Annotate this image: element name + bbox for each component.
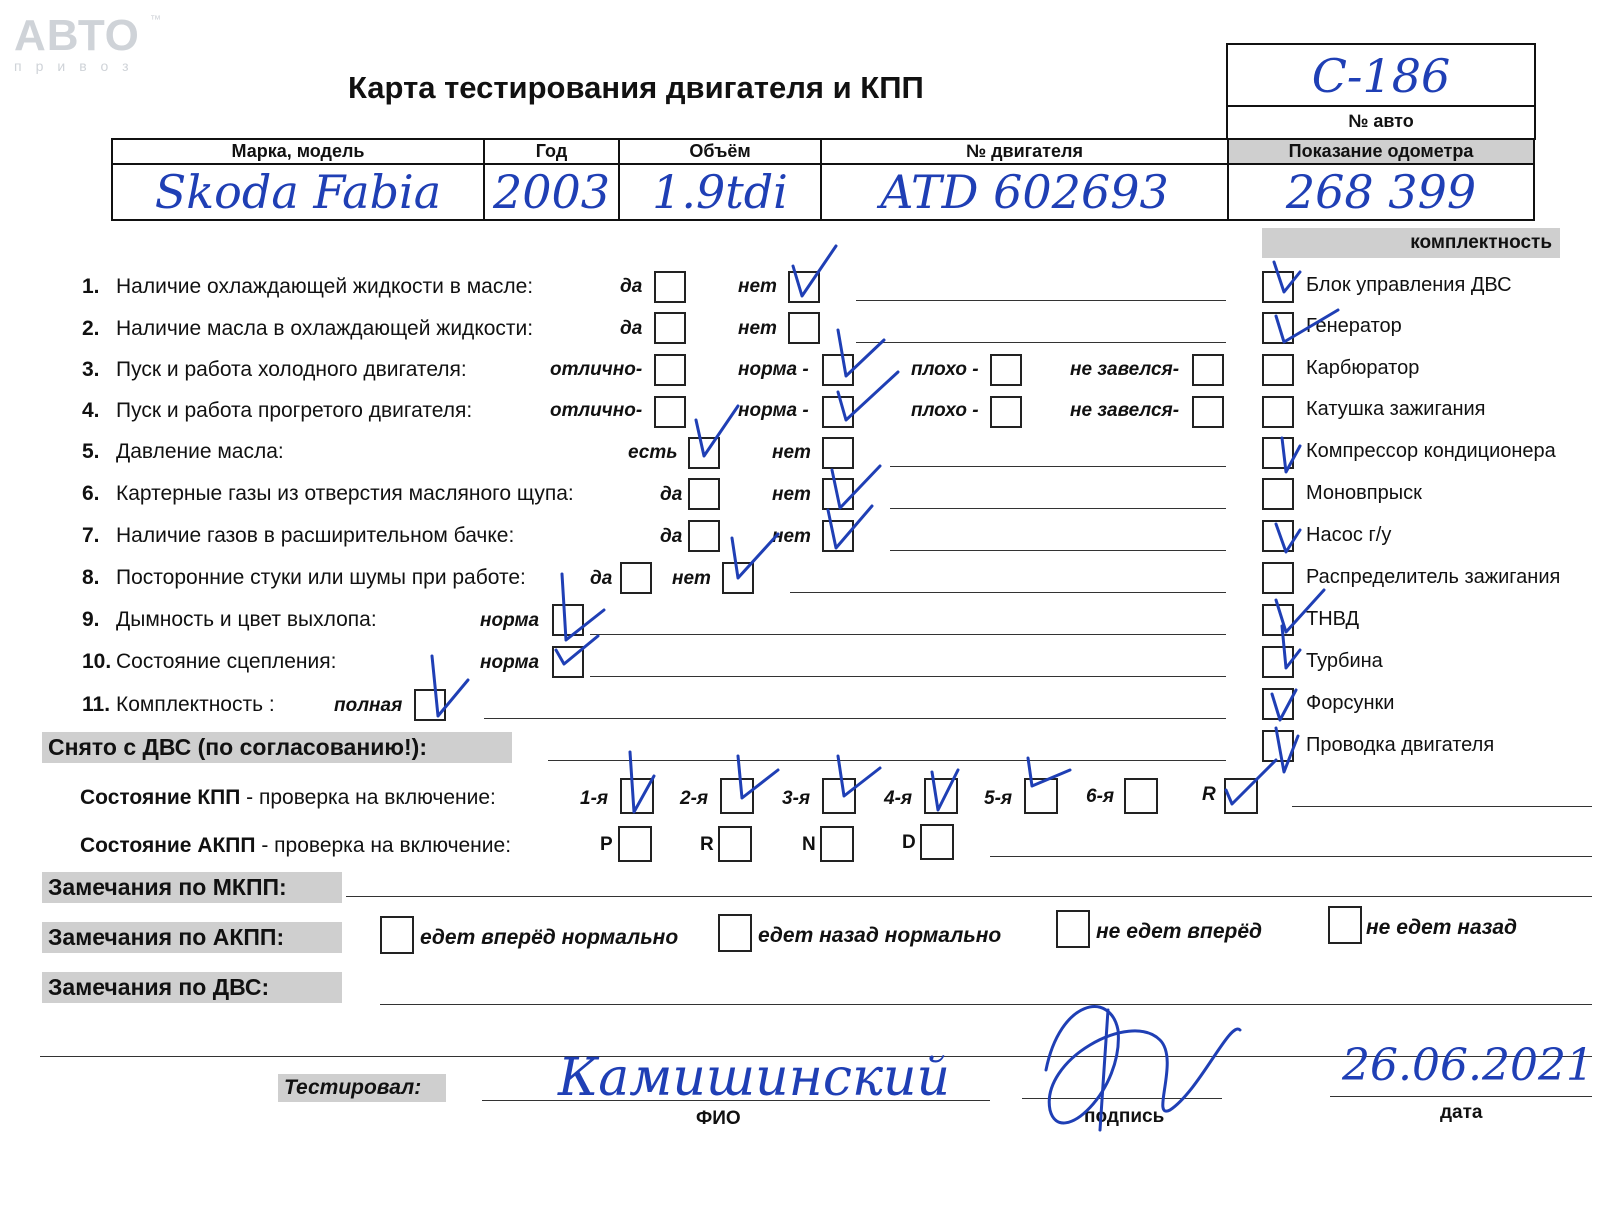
check-mark-icon — [838, 330, 884, 376]
kpp-label-rest: - проверка на включение: — [240, 786, 496, 809]
check-10-number: 10. — [82, 650, 112, 673]
compl-label-12: Проводка двигателя — [1306, 734, 1495, 756]
check-2-opt-yes: да — [620, 318, 643, 339]
check-mark-icon — [828, 506, 872, 548]
kpp-gear-1-label: 1-я — [580, 788, 609, 809]
compl-label-5: Компрессор кондиционера — [1306, 440, 1556, 462]
check-11-label: Комплектность : — [116, 693, 275, 716]
check-8-opt-no: нет — [672, 568, 711, 589]
remarks-dvs-label: Замечания по ДВС: — [42, 972, 342, 1003]
check-mark-icon — [556, 636, 598, 664]
check-mark-icon — [1274, 262, 1300, 292]
check-mark-icon — [932, 770, 958, 810]
akpp-mode-d-label: D — [902, 832, 916, 853]
signature-icon — [1046, 1007, 1240, 1123]
compl-label-4: Катушка зажигания — [1306, 398, 1486, 420]
check-7-opt-no: нет — [772, 526, 811, 547]
header-value-volume: 1.9tdi — [619, 164, 821, 220]
header-value-odometer: 268 399 — [1228, 164, 1534, 220]
check-9-number: 9. — [82, 608, 100, 631]
check-9-label: Дымность и цвет выхлопа: — [116, 608, 377, 631]
header-label-volume: Объём — [619, 139, 821, 164]
check-1-label: Наличие охлаждающей жидкости в масле: — [116, 275, 534, 298]
logo-tm: ™ — [150, 14, 161, 26]
check-2-number: 2. — [82, 317, 100, 340]
check-mark-icon — [832, 466, 880, 508]
check-9-opt-normal: норма — [480, 610, 540, 631]
header-label-odometer: Показание одометра — [1228, 139, 1534, 164]
kpp-gear-3-label: 3-я — [782, 788, 811, 809]
check-8-number: 8. — [82, 566, 100, 589]
check-mark-icon — [738, 756, 778, 798]
check-6-label: Картерные газы из отверстия масляного щупа: — [116, 482, 574, 505]
page-title: Карта тестирования двигателя и КПП — [348, 70, 924, 105]
check-2-opt-no: нет — [738, 318, 777, 339]
kpp-gear-2-label: 2-я — [680, 788, 709, 809]
completeness-title: комплектность — [1262, 228, 1560, 258]
check-mark-icon — [1028, 758, 1070, 786]
kpp-gear-r-label: R — [1202, 784, 1216, 805]
name-caption: ФИО — [696, 1108, 741, 1129]
auto-number-caption: № авто — [1348, 111, 1414, 131]
signature-icon — [1100, 1010, 1108, 1130]
compl-label-10: Турбина — [1306, 650, 1383, 672]
header-label-engine-number: № двигателя — [821, 139, 1228, 164]
akpp-label-bold: Состояние АКПП — [80, 834, 256, 857]
compl-label-7: Насос г/у — [1306, 524, 1392, 546]
check-11-opt-full: полная — [334, 695, 403, 716]
check-4-opt-normal: норма - — [738, 400, 809, 421]
tester-name: Камишинский — [558, 1048, 951, 1108]
check-mark-icon — [1226, 760, 1276, 804]
logo-sub: привоз — [14, 58, 143, 74]
akpp-forward-ok-label: едет вперёд нормально — [420, 926, 679, 949]
check-mark-icon — [793, 246, 836, 296]
compl-label-11: Форсунки — [1306, 692, 1395, 714]
check-5-opt-yes: есть — [628, 442, 678, 463]
akpp-mode-p-label: P — [600, 834, 613, 855]
check-mark-icon — [1282, 438, 1300, 472]
check-7-opt-yes: да — [660, 526, 683, 547]
check-mark-icon — [432, 656, 468, 716]
check-7-number: 7. — [82, 524, 100, 547]
compl-label-1: Блок управления ДВС — [1306, 274, 1512, 296]
compl-label-2: Генератор — [1306, 315, 1402, 337]
akpp-no-back-label: не едет назад — [1366, 916, 1518, 939]
remarks-mkpp-label: Замечания по МКПП: — [42, 872, 342, 903]
kpp-gear-6-label: 6-я — [1086, 786, 1115, 807]
check-mark-icon — [838, 756, 880, 796]
check-mark-icon — [1276, 310, 1338, 342]
kpp-label-bold: Состояние КПП — [80, 786, 241, 809]
check-10-label: Состояние сцепления: — [116, 650, 337, 673]
compl-label-3: Карбюратор — [1306, 357, 1420, 379]
header-value-engine-number: ATD 602693 — [821, 164, 1228, 220]
check-3-opt-bad: плохо - — [911, 359, 979, 380]
header-label-model: Марка, модель — [112, 139, 484, 164]
check-6-opt-yes: да — [660, 484, 683, 505]
compl-label-9: ТНВД — [1306, 608, 1360, 630]
check-10-opt-normal: норма — [480, 652, 540, 673]
check-5-label: Давление масла: — [116, 440, 284, 463]
check-mark-icon — [1272, 690, 1296, 720]
check-4-label: Пуск и работа прогретого двигателя: — [116, 399, 473, 422]
check-mark-icon — [1276, 728, 1298, 772]
check-1-number: 1. — [82, 275, 100, 298]
check-4-opt-not-started: не завелся- — [1070, 400, 1180, 421]
check-4-opt-excellent: отлично- — [550, 400, 643, 421]
check-6-number: 6. — [82, 482, 100, 505]
check-4-opt-bad: плохо - — [911, 400, 979, 421]
check-mark-icon — [630, 752, 654, 812]
check-6-opt-no: нет — [772, 484, 811, 505]
test-date: 26.06.2021 — [1342, 1040, 1594, 1091]
check-mark-icon — [562, 574, 604, 640]
kpp-gear-4-label: 4-я — [884, 788, 913, 809]
date-caption: дата — [1440, 1102, 1483, 1123]
compl-label-8: Распределитель зажигания — [1306, 566, 1561, 588]
header-value-model: Skoda Fabia — [112, 164, 484, 220]
akpp-mode-n-label: N — [802, 834, 816, 855]
tested-by-label: Тестировал: — [278, 1074, 446, 1102]
auto-number-value: С-186 — [1311, 49, 1451, 103]
check-mark-icon — [696, 406, 738, 456]
check-7-label: Наличие газов в расширительном бачке: — [116, 524, 515, 547]
akpp-back-ok-label: едет назад нормально — [758, 924, 1002, 947]
akpp-no-forward-label: не едет вперёд — [1096, 920, 1262, 943]
check-5-opt-no: нет — [772, 442, 811, 463]
check-mark-icon — [1276, 524, 1300, 552]
akpp-label-rest: - проверка на включение: — [255, 834, 512, 857]
signature-caption: подпись — [1084, 1106, 1165, 1127]
check-11-number: 11. — [82, 693, 111, 716]
check-8-label: Посторонние стуки или шумы при работе: — [116, 566, 526, 589]
check-3-opt-normal: норма - — [738, 359, 809, 380]
check-1-opt-yes: да — [620, 276, 643, 297]
check-8-opt-yes: да — [590, 568, 613, 589]
check-mark-icon — [732, 534, 778, 578]
check-3-opt-excellent: отлично- — [550, 359, 643, 380]
check-3-number: 3. — [82, 358, 100, 381]
kpp-gear-5-label: 5-я — [984, 788, 1013, 809]
header-value-year: 2003 — [484, 164, 619, 220]
check-3-opt-not-started: не завелся- — [1070, 359, 1180, 380]
removed-label: Снято с ДВС (по согласованию!): — [42, 732, 512, 763]
remarks-akpp-label: Замечания по АКПП: — [42, 922, 342, 953]
check-mark-icon — [838, 372, 898, 420]
check-2-label: Наличие масла в охлаждающей жидкости: — [116, 317, 534, 340]
compl-label-6: Моновпрыск — [1306, 482, 1422, 504]
check-3-label: Пуск и работа холодного двигателя: — [116, 358, 467, 381]
logo-main: АВТО — [14, 11, 140, 60]
check-5-number: 5. — [82, 440, 100, 463]
header-label-year: Год — [484, 139, 619, 164]
check-1-opt-no: нет — [738, 276, 777, 297]
akpp-mode-r-label: R — [700, 834, 714, 855]
check-4-number: 4. — [82, 399, 100, 422]
